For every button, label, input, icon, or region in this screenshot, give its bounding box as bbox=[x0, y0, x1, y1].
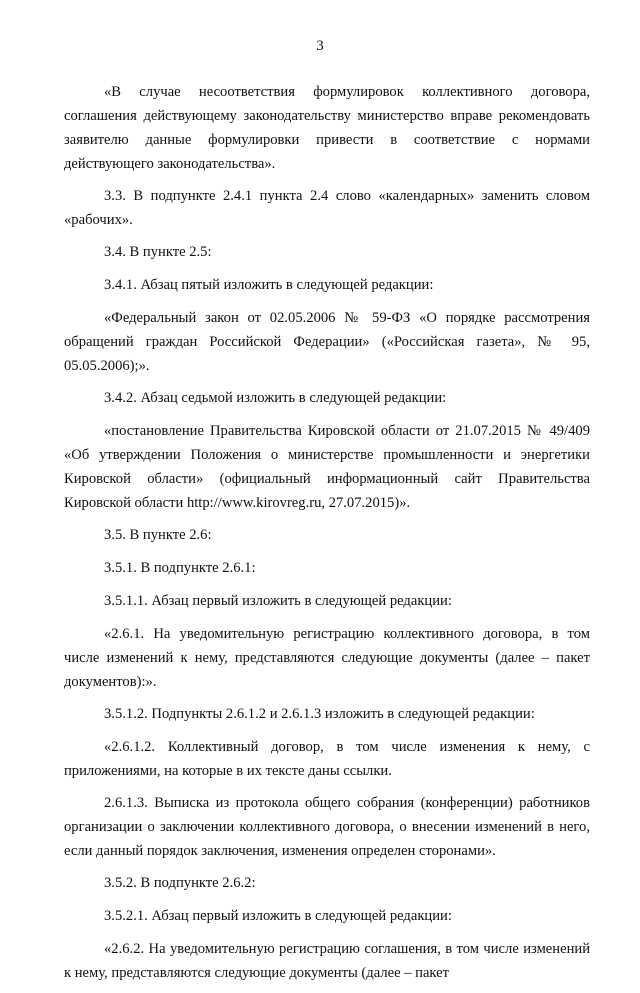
paragraph-government-decree: «постановление Правительства Кировской области от 21.07.2015 № 49/409 «Об утверждении Положения о министерстве промышленности и энергетики Кировской области» (официальный информационный сайт Правительства Кировской области http://www.kirovreg.ru, 27.07.2015)». bbox=[64, 423, 590, 511]
paragraph-3-5-2: 3.5.2. В подпункте 2.6.2: bbox=[104, 875, 256, 891]
paragraph-3-5-1-2: 3.5.1.2. Подпункты 2.6.1.2 и 2.6.1.3 изложить в следующей редакции: bbox=[104, 706, 535, 722]
paragraph-2-6-1-3: 2.6.1.3. Выписка из протокола общего собрания (конференции) работников организации о заключении коллективного договора, о внесении изменений в него, если данный порядок заключения, изменения определен сторонами». bbox=[64, 795, 590, 859]
paragraph-2-6-1: «2.6.1. На уведомительную регистрацию коллективного договора, в том числе изменений к нему, представляются следующие документы (далее – пакет документов):». bbox=[64, 626, 590, 690]
paragraph-3-4: 3.4. В пункте 2.5: bbox=[104, 244, 212, 260]
paragraph-3-4-2: 3.4.2. Абзац седьмой изложить в следующей редакции: bbox=[104, 390, 447, 406]
paragraph-2-6-2: «2.6.2. На уведомительную регистрацию соглашения, в том числе изменений к нему, представляются следующие документы (далее – пакет bbox=[64, 941, 590, 981]
paragraph-3-5-2-1: 3.5.2.1. Абзац первый изложить в следующей редакции: bbox=[104, 908, 452, 924]
paragraph-3-5-1: 3.5.1. В подпункте 2.6.1: bbox=[104, 560, 256, 576]
paragraph-quote-formulations: «В случае несоответствия формулировок коллективного договора, соглашения действующему законодательству министерство вправе рекомендовать заявителю данные формулировки привести в соответствие с нормами действующего законодательства». bbox=[64, 84, 590, 172]
paragraph-3-5: 3.5. В пункте 2.6: bbox=[104, 527, 212, 543]
paragraph-3-3: 3.3. В подпункте 2.4.1 пункта 2.4 слово «календарных» заменить словом «рабочих». bbox=[64, 188, 590, 228]
page-number: 3 bbox=[316, 38, 324, 54]
paragraph-3-4-1: 3.4.1. Абзац пятый изложить в следующей редакции: bbox=[104, 277, 434, 293]
paragraph-3-5-1-1: 3.5.1.1. Абзац первый изложить в следующей редакции: bbox=[104, 593, 452, 609]
document-body bbox=[64, 80, 590, 993]
paragraph-2-6-1-2: «2.6.1.2. Коллективный договор, в том числе изменения к нему, с приложениями, на которые в их тексте даны ссылки. bbox=[64, 739, 590, 779]
paragraph-federal-law: «Федеральный закон от 02.05.2006 № 59-ФЗ «О порядке рассмотрения обращений граждан Российской Федерации» («Российская газета», № 95, 05.05.2006);». bbox=[64, 310, 590, 374]
